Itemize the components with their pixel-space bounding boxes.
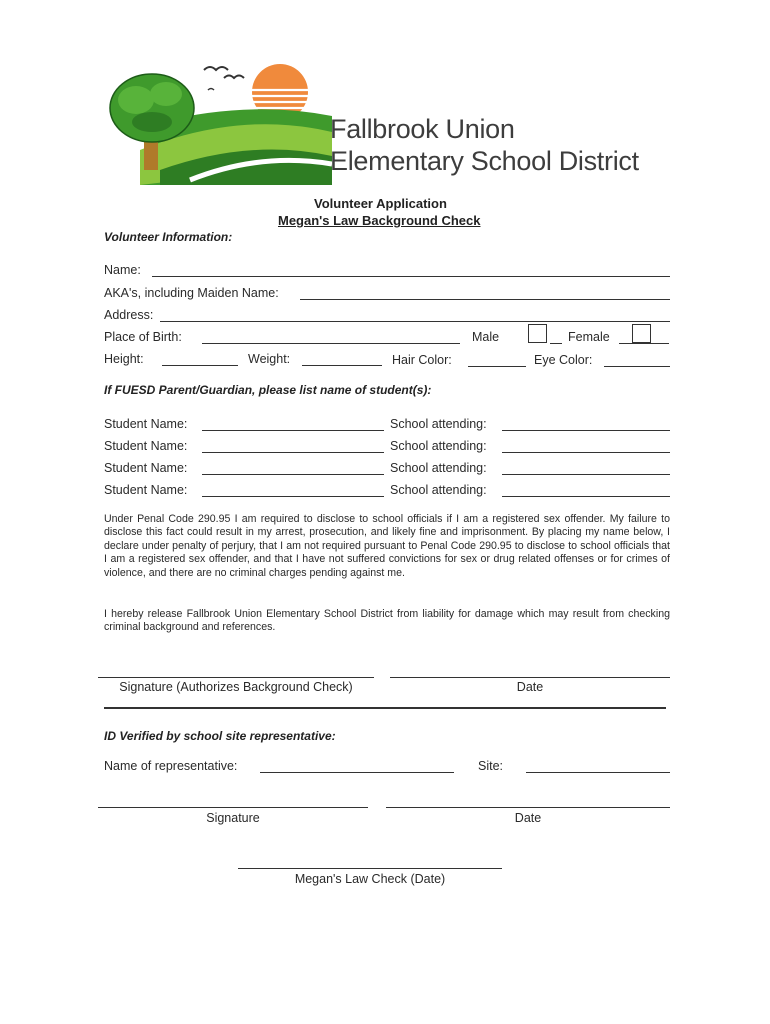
weight-field[interactable]	[302, 351, 382, 366]
site-field[interactable]	[526, 758, 670, 773]
student-name-label: Student Name:	[104, 439, 188, 453]
eye-color-field[interactable]	[604, 352, 670, 367]
school-attending-field[interactable]	[502, 438, 670, 453]
height-label: Height:	[104, 352, 144, 366]
school-attending-field[interactable]	[502, 482, 670, 497]
name-label: Name:	[104, 263, 141, 277]
male-label: Male	[472, 330, 500, 344]
representative-name-field[interactable]	[260, 758, 454, 773]
section-divider	[104, 707, 666, 709]
form-title: Volunteer Application	[314, 196, 447, 211]
verification-heading: ID Verified by school site representative:	[104, 729, 336, 743]
birthplace-field[interactable]	[202, 329, 460, 344]
student-name-label: Student Name:	[104, 417, 188, 431]
address-field[interactable]	[160, 307, 670, 322]
student-section-heading: If FUESD Parent/Guardian, please list name of student(s):	[104, 383, 432, 397]
applicant-signature-caption: Signature (Authorizes Background Check)	[119, 680, 353, 694]
megans-law-check-date-field[interactable]	[238, 854, 502, 869]
student-name-field[interactable]	[202, 416, 384, 431]
aka-label: AKA's, including Maiden Name:	[104, 286, 279, 300]
penal-code-declaration: Under Penal Code 290.95 I am required to disclose to school officials if I am a registered sex offender. My failure to disclose this fact could result in my arrest, prosecution, and likely fine and imprisonment. By placing my name below, I declare under penalty of perjury, that I am not required pursuant to Penal Code 290.95 to disclose to school officials that I am a registered sex offender, and that I have not suffered convictions for sex or drug related offenses or for crimes of violence, and there are no criminal charges pending against me.	[104, 513, 670, 579]
megans-law-check-caption: Megan's Law Check (Date)	[294, 872, 446, 886]
weight-label: Weight:	[248, 352, 291, 366]
hair-color-field[interactable]	[468, 352, 526, 367]
school-attending-label: School attending:	[390, 461, 487, 475]
student-name-label: Student Name:	[104, 461, 188, 475]
address-label: Address:	[104, 308, 154, 322]
eye-color-label: Eye Color:	[534, 353, 593, 367]
volunteer-info-heading: Volunteer Information:	[104, 230, 233, 244]
birthplace-label: Place of Birth:	[104, 330, 182, 344]
male-checkbox[interactable]	[528, 324, 547, 343]
school-attending-label: School attending:	[390, 439, 487, 453]
district-name-line1: Fallbrook Union	[330, 114, 515, 144]
female-label: Female	[568, 330, 610, 344]
district-logo	[100, 60, 332, 185]
female-checkbox-underline	[619, 329, 669, 344]
student-name-label: Student Name:	[104, 483, 188, 497]
representative-date-caption: Date	[514, 811, 542, 825]
representative-signature-caption: Signature	[206, 811, 260, 825]
representative-date-field[interactable]	[386, 793, 670, 808]
representative-name-label: Name of representative:	[104, 759, 238, 773]
applicant-date-caption: Date	[516, 680, 544, 694]
applicant-signature-field[interactable]	[98, 663, 374, 678]
male-checkbox-underline	[550, 329, 562, 344]
school-attending-label: School attending:	[390, 483, 487, 497]
height-field[interactable]	[162, 351, 238, 366]
representative-signature-field[interactable]	[98, 793, 368, 808]
applicant-date-field[interactable]	[390, 663, 670, 678]
form-subtitle: Megan's Law Background Check	[278, 213, 481, 228]
liability-release: I hereby release Fallbrook Union Elementary School District from liability for damage which may result from checking criminal background and references.	[104, 608, 670, 634]
aka-field[interactable]	[300, 285, 670, 300]
school-attending-field[interactable]	[502, 416, 670, 431]
school-attending-field[interactable]	[502, 460, 670, 475]
site-label: Site:	[478, 759, 504, 773]
district-name-line2: Elementary School District	[330, 146, 639, 176]
student-name-field[interactable]	[202, 460, 384, 475]
student-name-field[interactable]	[202, 438, 384, 453]
school-attending-label: School attending:	[390, 417, 487, 431]
name-field[interactable]	[152, 262, 670, 277]
student-name-field[interactable]	[202, 482, 384, 497]
hair-color-label: Hair Color:	[392, 353, 452, 367]
tree-hills-sun-logo-icon	[100, 60, 332, 185]
